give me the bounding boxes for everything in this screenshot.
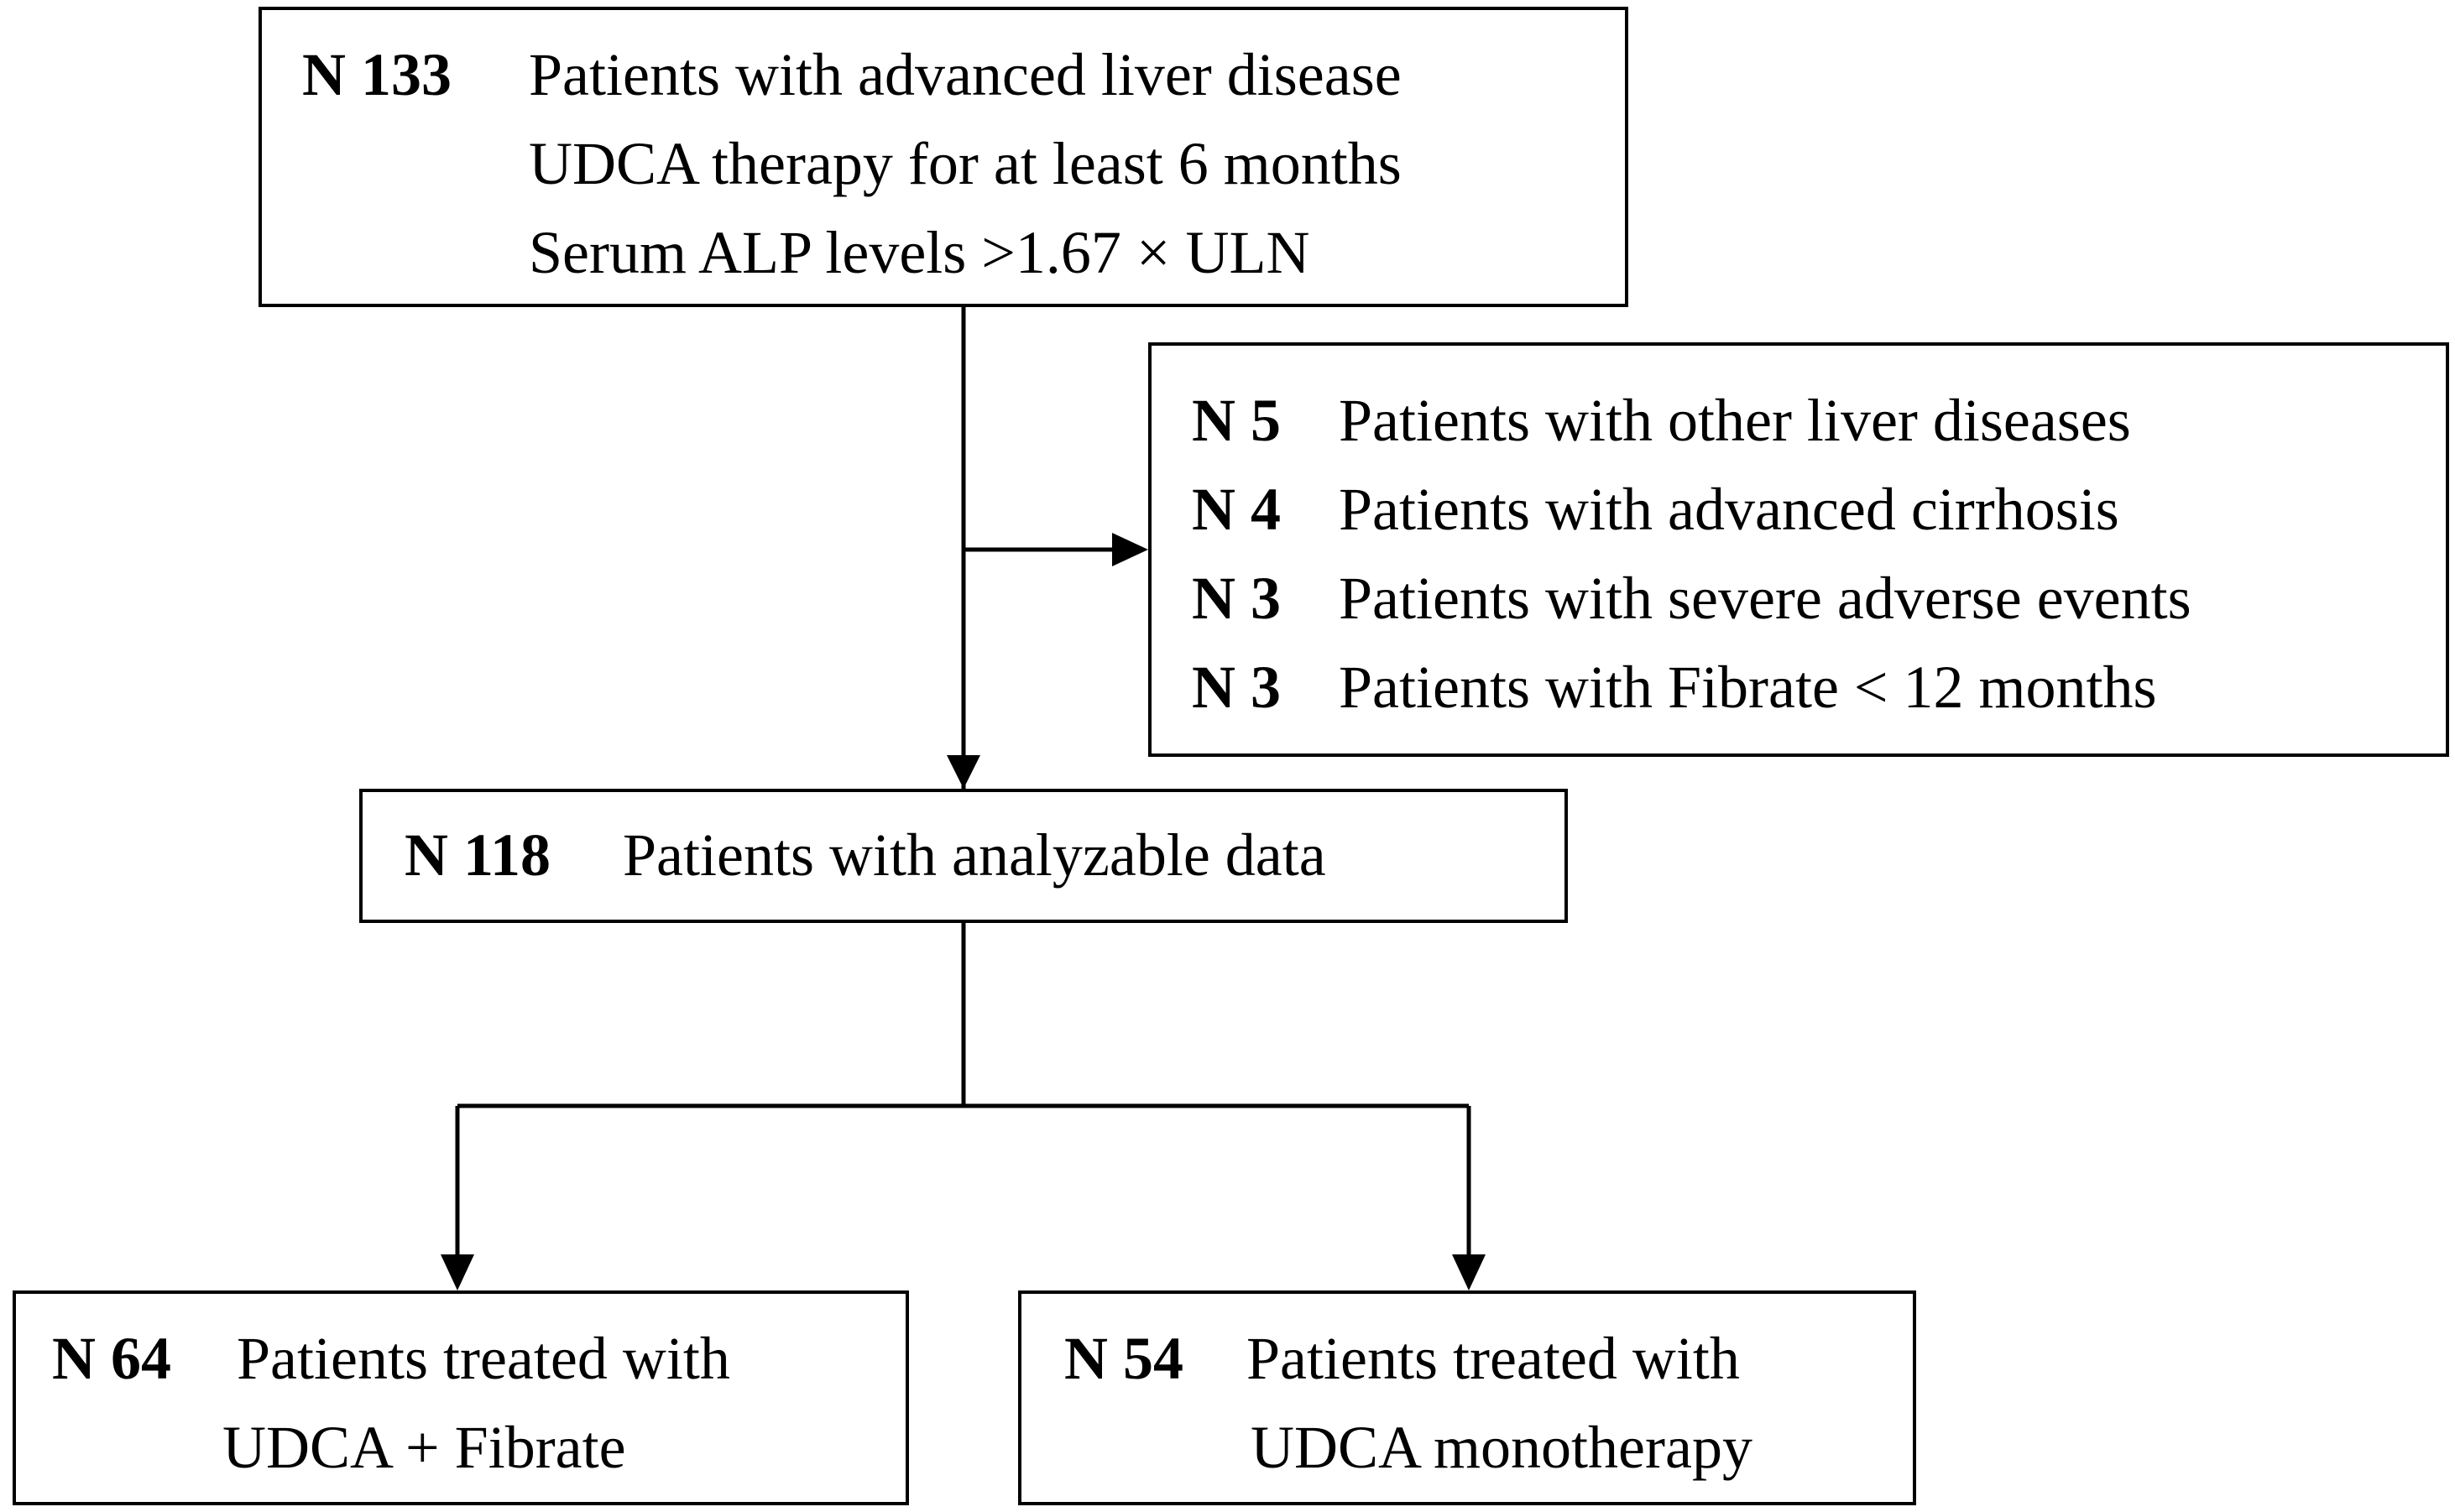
analyzable-count: N 118 [405, 821, 551, 889]
arrowhead-fibrate [441, 1254, 474, 1290]
excluded-reason-4: Patients with Fibrate < 12 months [1339, 654, 2157, 721]
arrowhead-analyzable [947, 755, 980, 789]
excluded-count-1: N 5 [1192, 387, 1281, 454]
mono-line-2: UDCA monotherapy [1251, 1414, 1752, 1481]
fibrate-line-2: UDCA + Fibrate [222, 1414, 626, 1481]
excluded-reason-3: Patients with severe adverse events [1339, 565, 2191, 632]
excluded-count-2: N 4 [1192, 476, 1281, 543]
excluded-reason-1: Patients with other liver diseases [1339, 387, 2131, 454]
fibrate-count: N 64 [52, 1325, 171, 1392]
fibrate-line-1: Patients treated with [237, 1325, 730, 1392]
enrolled-line-3: Serum ALP levels >1.67 × ULN [529, 219, 1310, 286]
excluded-count-4: N 3 [1192, 654, 1281, 721]
enrolled-count: N 133 [302, 41, 452, 108]
mono-count: N 54 [1064, 1325, 1183, 1392]
arrowhead-excluded [1112, 533, 1148, 566]
arrowhead-mono [1452, 1254, 1486, 1290]
excluded-reason-2: Patients with advanced cirrhosis [1339, 476, 2119, 543]
mono-line-1: Patients treated with [1246, 1325, 1740, 1392]
analyzable-label: Patients with analyzable data [623, 821, 1326, 889]
excluded-count-3: N 3 [1192, 565, 1281, 632]
enrolled-line-1: Patients with advanced liver disease [529, 41, 1402, 108]
enrolled-line-2: UDCA therapy for at least 6 months [529, 130, 1402, 197]
